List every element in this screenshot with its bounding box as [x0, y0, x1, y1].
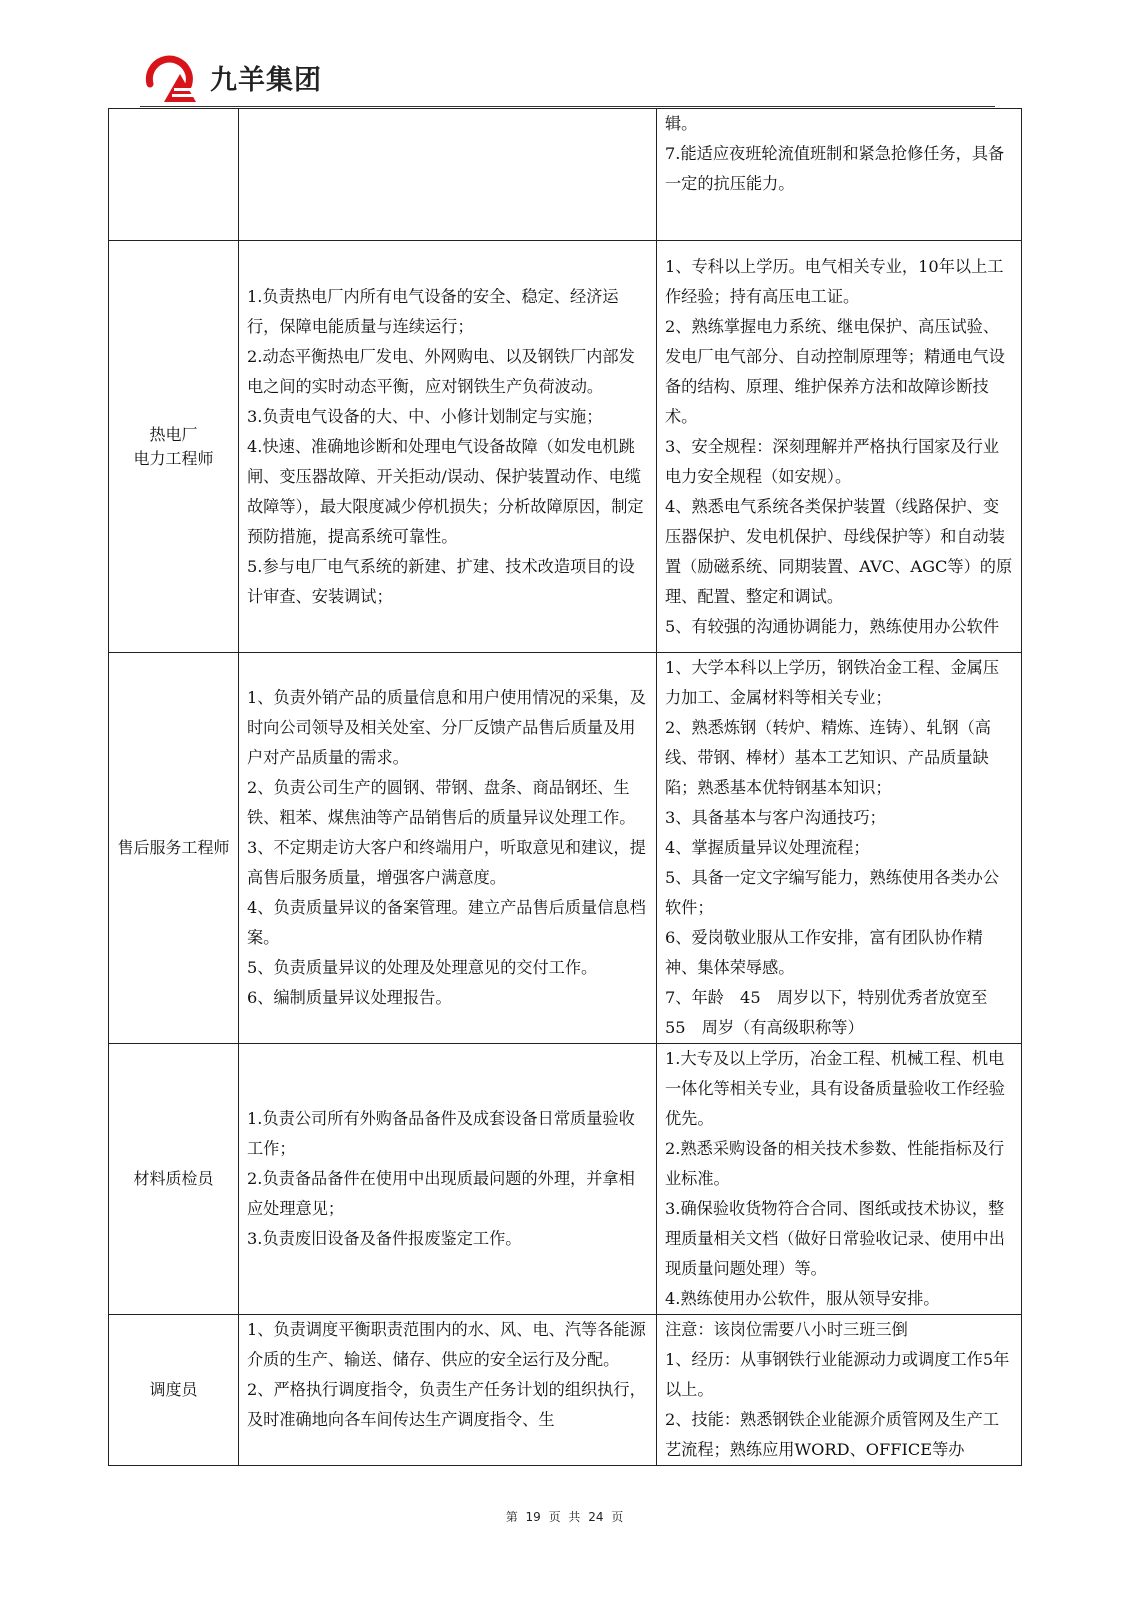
table-row	[109, 241, 1022, 653]
table-row	[109, 653, 1022, 1044]
job-duties-cell	[239, 109, 657, 241]
duty-item: 3.负责废旧设备及备件报废鉴定工作。	[247, 1229, 522, 1248]
duty-item: 5.参与电厂电气系统的新建、扩建、技术改造项目的设计审查、安装调试；	[247, 556, 635, 606]
requirement-item: 4.熟练使用办公软件，服从领导安排。	[665, 1289, 940, 1308]
page-header	[140, 48, 980, 110]
page-number: 第 19 页 共 24 页	[505, 1510, 624, 1524]
duty-item: 2、负责公司生产的圆钢、带钢、盘条、商品钢坯、生铁、粗苯、煤焦油等产品销售后的质量异议处理工作。	[247, 778, 636, 827]
job-requirements-cell	[657, 241, 1022, 653]
jiuyang-logo-icon	[140, 54, 206, 106]
position-title	[109, 653, 239, 1044]
position-title-line: 热电厂	[149, 424, 198, 444]
duty-item: 3、不定期走访大客户和终端用户，听取意见和建议，提高售后服务质量，增强客户满意度。	[247, 838, 646, 887]
requirement-item: 7、年龄 45 周岁以下，特别优秀者放宽至 55 周岁（有高级职称等）	[665, 988, 1004, 1037]
duty-item: 2.动态平衡热电厂发电、外网购电、以及钢铁厂内部发电之间的实时动态平衡，应对钢铁生产负荷波动。	[247, 346, 635, 396]
duty-item: 1.负责热电厂内所有电气设备的安全、稳定、经济运行，保障电能质量与连续运行；	[247, 286, 619, 336]
duty-item: 5、负责质量异议的处理及处理意见的交付工作。	[247, 958, 598, 977]
requirement-item: 注意：该岗位需要八小时三班三倒	[665, 1320, 908, 1339]
duty-item: 1、负责调度平衡职责范围内的水、风、电、汽等各能源介质的生产、输送、储存、供应的安全运行及分配。	[247, 1320, 646, 1369]
duty-item: 2、严格执行调度指令，负责生产任务计划的组织执行，及时准确地向各车间传达生产调度指令、生	[247, 1380, 646, 1429]
position-title	[109, 241, 239, 653]
job-duties-cell	[239, 653, 657, 1044]
job-duties-cell	[239, 1315, 657, 1466]
table-row	[109, 1044, 1022, 1315]
requirement-item: 7.能适应夜班轮流值班制和紧急抢修任务，具备一定的抗压能力。	[665, 144, 1005, 193]
requirement-item: 1.大专及以上学历，冶金工程、机械工程、机电一体化等相关专业，具有设备质量验收工作经验优先。	[665, 1049, 1005, 1128]
requirement-item: 3、安全规程：深刻理解并严格执行国家及行业电力安全规程（如安规）。	[665, 436, 1000, 486]
position-title	[109, 109, 239, 241]
company-name: 九羊集团	[210, 65, 322, 96]
requirement-item: 3、具备基本与客户沟通技巧；	[665, 808, 886, 827]
requirement-item: 辑。	[665, 114, 698, 133]
requirement-item: 5、有较强的沟通协调能力，熟练使用办公软件	[665, 616, 1000, 636]
requirement-item: 1、专科以上学历。电气相关专业，10年以上工作经验；持有高压电工证。	[665, 256, 1004, 306]
header-divider	[140, 106, 995, 107]
position-title	[109, 1044, 239, 1315]
requirement-item: 2、熟悉炼钢（转炉、精炼、连铸）、轧钢（高线、带钢、棒材）基本工艺知识、产品质量缺陷；熟悉基本优特钢基本知识；	[665, 718, 991, 797]
duty-item: 3.负责电气设备的大、中、小修计划制定与实施；	[247, 406, 603, 426]
duty-item: 1、负责外销产品的质量信息和用户使用情况的采集，及时向公司领导及相关处室、分厂反馈产品售后质量及用户对产品质量的需求。	[247, 688, 646, 767]
position-title-line: 售后服务工程师	[117, 838, 230, 857]
position-title-line: 材料质检员	[133, 1169, 214, 1188]
job-requirements-cell	[657, 653, 1022, 1044]
duty-item: 4、负责质量异议的备案管理。建立产品售后质量信息档案。	[247, 898, 646, 947]
requirement-item: 4、熟悉电气系统各类保护装置（线路保护、变压器保护、发电机保护、母线保护等）和自动装置（励磁系统、同期装置、AVC、AGC等）的原理、配置、整定和调试。	[665, 496, 1013, 606]
table-row	[109, 1315, 1022, 1466]
duty-item: 1.负责公司所有外购备品备件及成套设备日常质量验收工作；	[247, 1109, 635, 1158]
job-table	[108, 108, 1022, 1466]
requirement-item: 1、大学本科以上学历，钢铁冶金工程、金属压力加工、金属材料等相关专业；	[665, 658, 1000, 707]
position-title-line: 调度员	[149, 1380, 198, 1399]
requirement-item: 2、技能：熟悉钢铁企业能源介质管网及生产工艺流程；熟练应用WORD、OFFICE等办	[665, 1410, 1000, 1459]
position-title-line: 电力工程师	[133, 448, 214, 468]
duty-item: 2.负责备品备件在使用中出现质最问题的外理，并拿相应处理意见；	[247, 1169, 635, 1218]
position-title	[109, 1315, 239, 1466]
duty-item: 6、编制质量异议处理报告。	[247, 988, 452, 1007]
requirement-item: 2.熟悉采购设备的相关技术参数、性能指标及行业标准。	[665, 1139, 1005, 1188]
requirement-item: 6、爱岗敬业服从工作安排，富有团队协作精神、集体荣辱感。	[665, 928, 983, 977]
job-requirements-cell	[657, 1044, 1022, 1315]
requirement-item: 4、掌握质量异议处理流程；	[665, 838, 870, 857]
requirement-item: 3.确保验收货物符合合同、图纸或技术协议，整理质量相关文档（做好日常验收记录、使用中出现质量问题处理）等。	[665, 1199, 1005, 1278]
duty-item: 4.快速、准确地诊断和处理电气设备故障（如发电机跳闸、变压器故障、开关拒动/误动、保护装置动作、电缆故障等），最大限度减少停机损失；分析故障原因，制定预防措施，提高系统可靠性。	[247, 436, 644, 546]
job-requirements-cell	[657, 109, 1022, 241]
job-duties-cell	[239, 1044, 657, 1315]
table-row	[109, 109, 1022, 241]
requirement-item: 5、具备一定文字编写能力，熟练使用各类办公软件；	[665, 868, 1000, 917]
requirement-item: 1、经历：从事钢铁行业能源动力或调度工作5年以上。	[665, 1350, 1010, 1399]
job-requirements-cell	[657, 1315, 1022, 1466]
requirement-item: 2、熟练掌握电力系统、继电保护、高压试验、发电厂电气部分、自动控制原理等；精通电气设备的结构、原理、维护保养方法和故障诊断技术。	[665, 316, 1005, 426]
job-duties-cell	[239, 241, 657, 653]
